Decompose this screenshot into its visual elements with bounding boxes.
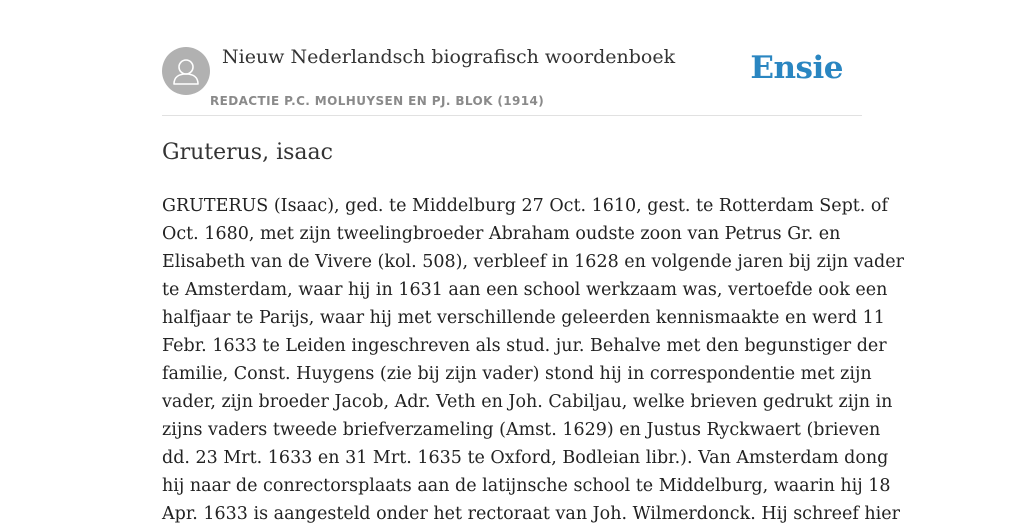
article-line: Apr. 1633 is aangesteld onder het rectoraat van Joh. Wilmerdonck. Hij schreef hier bbox=[162, 504, 900, 524]
article-line: familie, Const. Huygens (zie bij zijn vader) stond hij in correspondentie met zijn bbox=[162, 364, 872, 384]
user-icon[interactable] bbox=[162, 47, 210, 95]
article-title: Gruterus, isaac bbox=[162, 140, 333, 165]
article-line: GRUTERUS (Isaac), ged. te Middelburg 27 Oct. 1610, gest. te Rotterdam Sept. of bbox=[162, 196, 888, 216]
book-title[interactable]: Nieuw Nederlandsch biografisch woordenboek bbox=[222, 46, 676, 68]
article-line: Febr. 1633 te Leiden ingeschreven als stud. jur. Behalve met den begunstiger der bbox=[162, 336, 887, 356]
page-header bbox=[162, 0, 862, 116]
article-line: hij naar de conrectorsplaats aan de latijnsche school te Middelburg, waarin hij 18 bbox=[162, 476, 891, 496]
article-line: zijns vaders tweede briefverzameling (Amst. 1629) en Justus Ryckwaert (brieven bbox=[162, 420, 881, 440]
article-body bbox=[162, 192, 904, 528]
article-line: dd. 23 Mrt. 1633 en 31 Mrt. 1635 te Oxford, Bodleian libr.). Van Amsterdam dong bbox=[162, 448, 889, 468]
article-line: vader, zijn broeder Jacob, Adr. Veth en Joh. Cabiljau, welke brieven gedrukt zijn in bbox=[162, 392, 893, 412]
article-line: Elisabeth van de Vivere (kol. 508), verbleef in 1628 en volgende jaren bij zijn vader bbox=[162, 252, 904, 272]
article-line: te Amsterdam, waar hij in 1631 aan een school werkzaam was, vertoefde ook een bbox=[162, 280, 888, 300]
article-line: Oct. 1680, met zijn tweelingbroeder Abraham oudste zoon van Petrus Gr. en bbox=[162, 224, 841, 244]
brand-logo[interactable]: Ensie bbox=[750, 50, 843, 86]
editors-subtitle: REDACTIE P.C. MOLHUYSEN EN PJ. BLOK (1914) bbox=[210, 94, 545, 108]
article-line: halfjaar te Parijs, waar hij met verschillende geleerden kennismaakte en werd 11 bbox=[162, 308, 885, 328]
